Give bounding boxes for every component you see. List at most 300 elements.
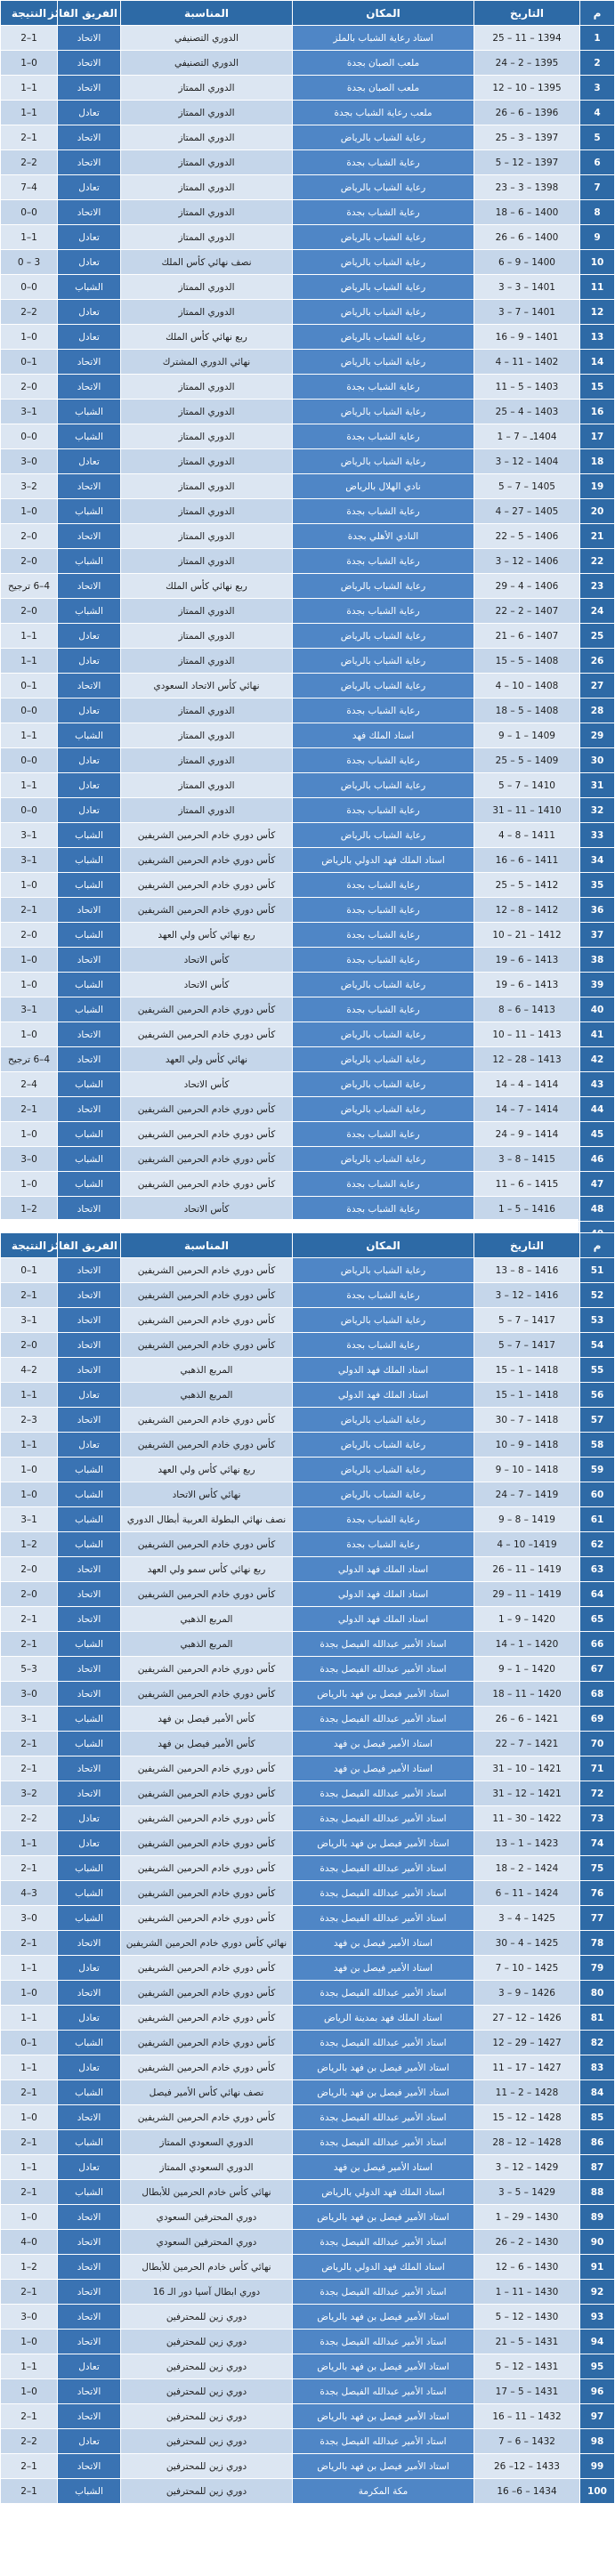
row-result: 0–1 [1,325,58,350]
row-num: 16 [580,400,615,424]
row-num: 85 [580,2105,615,2130]
row-occasion: الدوري الممتاز [121,76,293,101]
row-date: 1414 – 9 – 24 [474,1122,580,1147]
table-row [1,1607,615,1632]
row-winner: تعادل [58,773,121,798]
table-gap [0,1219,579,1232]
row-place: استاد الأمير فيصل بن فهد بالرياض [293,2205,474,2230]
row-place: رعاية الشباب بجدة [293,1122,474,1147]
table-row [1,2454,615,2479]
row-result: 4–6 ترجيح [1,574,58,599]
row-num: 92 [580,2280,615,2305]
row-result: 0–2 [1,1333,58,1358]
row-num: 1 [580,26,615,51]
row-result: 1–1 [1,1956,58,1981]
table-row [1,2055,615,2080]
row-occasion: كأس دوري خادم الحرمين الشريفين [121,1582,293,1607]
header-num: م [580,1,615,26]
row-winner: الشباب [58,1906,121,1931]
row-result: 0–1 [1,1022,58,1047]
row-place: استاد الأمير عبدالله الفيصل بجدة [293,1806,474,1831]
row-place: استاد الأمير فيصل بن فهد بالرياض [293,2080,474,2105]
row-date: 1413 – 11 – 10 [474,1022,580,1047]
row-date: 1418 – 7 – 30 [474,1408,580,1433]
row-winner: تعادل [58,1433,121,1458]
header-winner: الفريق الفائز [58,1233,121,1258]
row-result: 0–0 [1,798,58,823]
table-row [1,1856,615,1881]
row-winner: الاتحاد [58,1981,121,2006]
row-result: 0–1 [1,873,58,898]
table-row [1,175,615,200]
row-num: 89 [580,2205,615,2230]
row-winner: الشباب [58,1707,121,1732]
row-place: استاد الملك فهد الدولي [293,1358,474,1383]
row-winner: تعادل [58,1956,121,1981]
table-row [1,1831,615,1856]
row-num: 68 [580,1682,615,1707]
row-place: رعاية الشباب بجدة [293,1172,474,1197]
row-num: 91 [580,2255,615,2280]
table-row [1,873,615,898]
row-place: رعاية الشباب بالرياض [293,250,474,275]
row-num: 58 [580,1433,615,1458]
row-winner: الشباب [58,1507,121,1532]
table-row [1,1047,615,1072]
row-result: 1–3 [1,400,58,424]
row-place: رعاية الشباب بجدة [293,748,474,773]
row-date: 1421 – 6 – 26 [474,1707,580,1732]
row-result: 0–3 [1,1682,58,1707]
row-occasion: كأس دوري خادم الحرمين الشريفين [121,873,293,898]
row-result: 0–1 [1,973,58,997]
table-row [1,997,615,1022]
row-date: 1408 – 5 – 15 [474,649,580,674]
row-winner: الشباب [58,1482,121,1507]
table-row [1,2354,615,2379]
row-num: 48 [580,1197,615,1222]
row-date: 1424 – 11 – 6 [474,1881,580,1906]
table-row [1,748,615,773]
row-date: 1401 – 7 – 3 [474,300,580,325]
row-place: استاد الأمير عبدالله الفيصل بجدة [293,2429,474,2454]
row-date: 1430 – 11 – 1 [474,2280,580,2305]
row-date: 1419 – 7 – 24 [474,1482,580,1507]
table-row [1,1197,615,1222]
row-place: رعاية الشباب بجدة [293,424,474,449]
row-date: 1401 – 3 – 3 [474,275,580,300]
row-winner: الاتحاد [58,2379,121,2404]
row-occasion: كأس دوري خادم الحرمين الشريفين [121,1433,293,1458]
row-num: 47 [580,1172,615,1197]
table-row [1,101,615,125]
row-date: 1418 – 10 – 9 [474,1458,580,1482]
row-result: 1–2 [1,1607,58,1632]
row-date: 1417 – 7 – 5 [474,1333,580,1358]
row-winner: الاتحاد [58,1197,121,1222]
row-occasion: كأس دوري خادم الحرمين الشريفين [121,898,293,923]
row-result: 3–5 [1,1657,58,1682]
table-row [1,599,615,624]
row-place: رعاية الشباب بجدة [293,1283,474,1308]
row-occasion: الدوري التصنيفي [121,26,293,51]
row-result: 1–1 [1,1831,58,1856]
row-date: 1418 – 9 – 10 [474,1433,580,1458]
row-place: رعاية الشباب بالرياض [293,1072,474,1097]
table-row [1,2130,615,2155]
row-result: 0–1 [1,1172,58,1197]
row-date: 1408 – 5 – 18 [474,699,580,723]
row-occasion: كأس دوري خادم الحرمين الشريفين [121,1022,293,1047]
row-result: 1–2 [1,1632,58,1657]
row-num: 52 [580,1283,615,1308]
row-result: 2–3 [1,1781,58,1806]
row-place: استاد الأمير عبدالله الفيصل بجدة [293,2130,474,2155]
row-occasion: الدوري الممتاز [121,748,293,773]
row-date: 1398 – 3 – 23 [474,175,580,200]
table-row [1,1732,615,1756]
row-result: 1–1 [1,2055,58,2080]
row-place: رعاية الشباب بجدة [293,150,474,175]
row-num: 20 [580,499,615,524]
row-place: رعاية الشباب بالرياض [293,125,474,150]
header-place: المكان [293,1233,474,1258]
table-row [1,1482,615,1507]
row-result: 0–1 [1,1981,58,2006]
row-winner: الاتحاد [58,1333,121,1358]
row-occasion: المربع الذهبي [121,1607,293,1632]
table-row [1,1383,615,1408]
row-place: رعاية الشباب بجدة [293,375,474,400]
row-date: 1431 – 5 – 21 [474,2330,580,2354]
row-result: 1–2 [1,26,58,51]
table-header-row [1,1,615,26]
row-place: رعاية الشباب بالرياض [293,1458,474,1482]
table-row [1,2255,615,2280]
row-winner: الاتحاد [58,574,121,599]
row-place: استاد الأمير فيصل بن فهد بالرياض [293,1831,474,1856]
table-row [1,2379,615,2404]
row-place: رعاية الشباب بالرياض [293,574,474,599]
row-num: 37 [580,923,615,948]
row-result: 3–4 [1,1881,58,1906]
table-row [1,524,615,549]
row-num: 15 [580,375,615,400]
table-row [1,1682,615,1707]
row-num: 13 [580,325,615,350]
row-result: 2–1 [1,2255,58,2280]
row-occasion: الدوري الممتاز [121,101,293,125]
table-row [1,1408,615,1433]
row-place: استاد الأمير عبدالله الفيصل بجدة [293,1781,474,1806]
row-result: 0–0 [1,200,58,225]
table-row [1,773,615,798]
row-winner: الشباب [58,1632,121,1657]
row-occasion: كأس دوري خادم الحرمين الشريفين [121,1532,293,1557]
row-winner: تعادل [58,798,121,823]
row-occasion: الدوري السعودي الممتاز [121,2130,293,2155]
row-result: 0–2 [1,1557,58,1582]
row-winner: الشباب [58,499,121,524]
row-result: 2–2 [1,1806,58,1831]
row-occasion: ربع نهائي كأس الملك [121,574,293,599]
row-occasion: الدوري الممتاز [121,125,293,150]
row-winner: الاتحاد [58,375,121,400]
row-winner: الاتحاد [58,1097,121,1122]
row-result: 2–2 [1,300,58,325]
header-result: النتيجة [1,1,58,26]
row-occasion: الدوري الممتاز [121,599,293,624]
row-num: 33 [580,823,615,848]
row-num: 12 [580,300,615,325]
row-date: 1415 – 6 – 11 [474,1172,580,1197]
header-date: التاريخ [474,1233,580,1258]
row-date: 1417 – 7 – 5 [474,1308,580,1333]
row-num: 81 [580,2006,615,2031]
row-result: 1–0 [1,2031,58,2055]
row-date: 1420 – 9 – 1 [474,1607,580,1632]
row-date: 1403 – 5 – 11 [474,375,580,400]
row-num: 98 [580,2429,615,2454]
header-num: م [580,1233,615,1258]
row-date: 1407 – 2 – 22 [474,599,580,624]
row-num: 10 [580,250,615,275]
row-date: 1395 – 2 – 24 [474,51,580,76]
row-winner: الشباب [58,2130,121,2155]
row-result: 4–7 [1,175,58,200]
row-result: 0–2 [1,524,58,549]
row-winner: تعادل [58,250,121,275]
row-result: 0–3 [1,1147,58,1172]
row-winner: الاتحاد [58,524,121,549]
table-row [1,624,615,649]
row-num: 75 [580,1856,615,1881]
row-place: استاد الأمير عبدالله الفيصل بجدة [293,1881,474,1906]
row-place: استاد الملك فهد الدولي [293,1582,474,1607]
row-winner: الاتحاد [58,1607,121,1632]
row-place: استاد الملك فهد الدولي [293,1557,474,1582]
row-place: النادي الأهلي بجدة [293,524,474,549]
row-occasion: نصف نهائي كأس الملك [121,250,293,275]
row-num: 18 [580,449,615,474]
row-occasion: كأس دوري خادم الحرمين الشريفين [121,1856,293,1881]
row-date: 1413 – 6 – 19 [474,948,580,973]
table-row [1,1956,615,1981]
row-result: 1–0 [1,674,58,699]
row-num: 83 [580,2055,615,2080]
row-place: رعاية الشباب بجدة [293,948,474,973]
row-occasion: كأس دوري خادم الحرمين الشريفين [121,2031,293,2055]
row-num: 24 [580,599,615,624]
row-result: 0–1 [1,1122,58,1147]
row-place: نادي الهلال بالرياض [293,474,474,499]
row-date: 1426 – 12 – 27 [474,2006,580,2031]
row-num: 38 [580,948,615,973]
table-row [1,923,615,948]
row-place: استاد الأمير عبدالله الفيصل بجدة [293,2105,474,2130]
table-row [1,1781,615,1806]
row-winner: الاتحاد [58,1358,121,1383]
row-place: استاد الأمير عبدالله الفيصل بجدة [293,1632,474,1657]
row-place: استاد الملك فهد بمدينة الرياض [293,2006,474,2031]
row-date: 1422 – 30 – 11 [474,1806,580,1831]
row-place: رعاية الشباب بالرياض [293,1258,474,1283]
row-winner: الشباب [58,1881,121,1906]
row-result: 1–2 [1,1732,58,1756]
row-result: 0–2 [1,375,58,400]
row-result: 1–2 [1,1756,58,1781]
row-date: 1416 – 8 – 13 [474,1258,580,1283]
row-place: استاد الأمير فيصل بن فهد [293,1756,474,1781]
row-num: 65 [580,1607,615,1632]
row-result: 1–2 [1,2080,58,2105]
row-date: 1406 – 12 – 3 [474,549,580,574]
row-winner: الاتحاد [58,51,121,76]
row-place: رعاية الشباب بجدة [293,798,474,823]
row-winner: تعادل [58,325,121,350]
row-occasion: كأس الاتحاد [121,1072,293,1097]
table-row [1,76,615,101]
row-occasion: كأس دوري خادم الحرمين الشريفين [121,1122,293,1147]
row-result: 3 – 0 [1,250,58,275]
row-occasion: نهائي كأس خادم الحرمين للأبطال [121,2255,293,2280]
row-winner: الاتحاد [58,150,121,175]
row-date: 1410 – 7 – 5 [474,773,580,798]
row-result: 1–0 [1,350,58,375]
row-result: 2–3 [1,474,58,499]
row-occasion: الدوري التصنيفي [121,51,293,76]
row-winner: الاتحاد [58,674,121,699]
table-row [1,400,615,424]
row-date: 1418 – 1 – 15 [474,1383,580,1408]
row-place: ملعب رعاية الشباب بجدة [293,101,474,125]
row-winner: الاتحاد [58,1557,121,1582]
table-row [1,1582,615,1607]
table-row [1,150,615,175]
table-row [1,1433,615,1458]
row-date: 1406 – 4 – 29 [474,574,580,599]
row-occasion: كأس دوري خادم الحرمين الشريفين [121,1283,293,1308]
row-result: 0–1 [1,51,58,76]
row-winner: الاتحاد [58,2105,121,2130]
row-result: 0–1 [1,1458,58,1482]
row-winner: الاتحاد [58,1582,121,1607]
row-result: 2–1 [1,1197,58,1222]
row-num: 78 [580,1931,615,1956]
table-row [1,1657,615,1682]
table-row [1,1358,615,1383]
table-row [1,2330,615,2354]
row-place: رعاية الشباب بالرياض [293,400,474,424]
row-date: 1414 – 7 – 14 [474,1097,580,1122]
row-winner: تعادل [58,300,121,325]
row-result: 1–2 [1,2404,58,2429]
row-result: 0–1 [1,2205,58,2230]
row-date: 1400 – 6 – 18 [474,200,580,225]
row-winner: الشباب [58,997,121,1022]
row-date: 1409 – 1 – 9 [474,723,580,748]
row-occasion: كأس دوري خادم الحرمين الشريفين [121,1258,293,1283]
row-place: استاد الملك فهد الدولي بالرياض [293,2180,474,2205]
row-result: 0–4 [1,2230,58,2255]
table-header-row [1,1233,615,1258]
row-winner: الاتحاد [58,2305,121,2330]
row-occasion: الدوري الممتاز [121,499,293,524]
row-result: 1–3 [1,848,58,873]
row-date: 1396 – 6 – 26 [474,101,580,125]
row-result: 0–1 [1,948,58,973]
header-winner: الفريق الفائز [58,1,121,26]
row-place: استاد الأمير فيصل بن فهد بالرياض [293,2055,474,2080]
row-result: 0–1 [1,2330,58,2354]
row-num: 17 [580,424,615,449]
row-date: 1419 – 11 – 26 [474,1557,580,1582]
row-place: رعاية الشباب بالرياض [293,225,474,250]
table-row [1,1532,615,1557]
row-date: 1401 – 9 – 16 [474,325,580,350]
row-place: استاد الأمير عبدالله الفيصل بجدة [293,1981,474,2006]
row-date: 1412 – 21 – 10 [474,923,580,948]
row-place: رعاية الشباب بالرياض [293,649,474,674]
table-row [1,1283,615,1308]
row-place: استاد الأمير فيصل بن فهد بالرياض [293,2354,474,2379]
row-winner: تعادل [58,225,121,250]
row-place: استاد الأمير عبدالله الفيصل بجدة [293,2280,474,2305]
row-num: 55 [580,1358,615,1383]
row-occasion: كأس الأمير فيصل بن فهد [121,1707,293,1732]
row-winner: تعادل [58,699,121,723]
row-occasion: كأس دوري خادم الحرمين الشريفين [121,2105,293,2130]
row-occasion: دوري زين للمحترفين [121,2330,293,2354]
row-result: 3–2 [1,1408,58,1433]
row-occasion: كأس دوري خادم الحرمين الشريفين [121,848,293,873]
row-date: 1416 – 12 – 3 [474,1283,580,1308]
header-date: التاريخ [474,1,580,26]
row-occasion: كأس دوري خادم الحرمين الشريفين [121,1756,293,1781]
row-occasion: كأس دوري خادم الحرمين الشريفين [121,1333,293,1358]
row-winner: تعادل [58,175,121,200]
row-winner: الشباب [58,848,121,873]
row-date: 1411 – 6 – 16 [474,848,580,873]
row-date: 1409 – 5 – 25 [474,748,580,773]
row-result: 1–1 [1,723,58,748]
row-winner: تعادل [58,748,121,773]
row-place: رعاية الشباب بجدة [293,923,474,948]
row-place: رعاية الشباب بالرياض [293,1147,474,1172]
row-date: 1395 – 10 – 12 [474,76,580,101]
row-result: 1–2 [1,1856,58,1881]
table-row [1,1072,615,1097]
row-winner: تعادل [58,2354,121,2379]
row-date: 1400 – 6 – 26 [474,225,580,250]
row-winner: الاتحاد [58,76,121,101]
row-occasion: كأس دوري خادم الحرمين الشريفين [121,1408,293,1433]
row-winner: الشباب [58,973,121,997]
row-num: 69 [580,1707,615,1732]
row-occasion: المربع الذهبي [121,1383,293,1408]
row-date: 1408 – 10 – 4 [474,674,580,699]
row-num: 97 [580,2404,615,2429]
row-winner: الاتحاد [58,1931,121,1956]
row-winner: الشباب [58,873,121,898]
row-place: رعاية الشباب بالرياض [293,175,474,200]
row-winner: الاتحاد [58,1047,121,1072]
row-num: 56 [580,1383,615,1408]
table-row [1,674,615,699]
row-date: 1416 – 5 – 1 [474,1197,580,1222]
row-result: 0–0 [1,424,58,449]
row-result: 0–1 [1,499,58,524]
